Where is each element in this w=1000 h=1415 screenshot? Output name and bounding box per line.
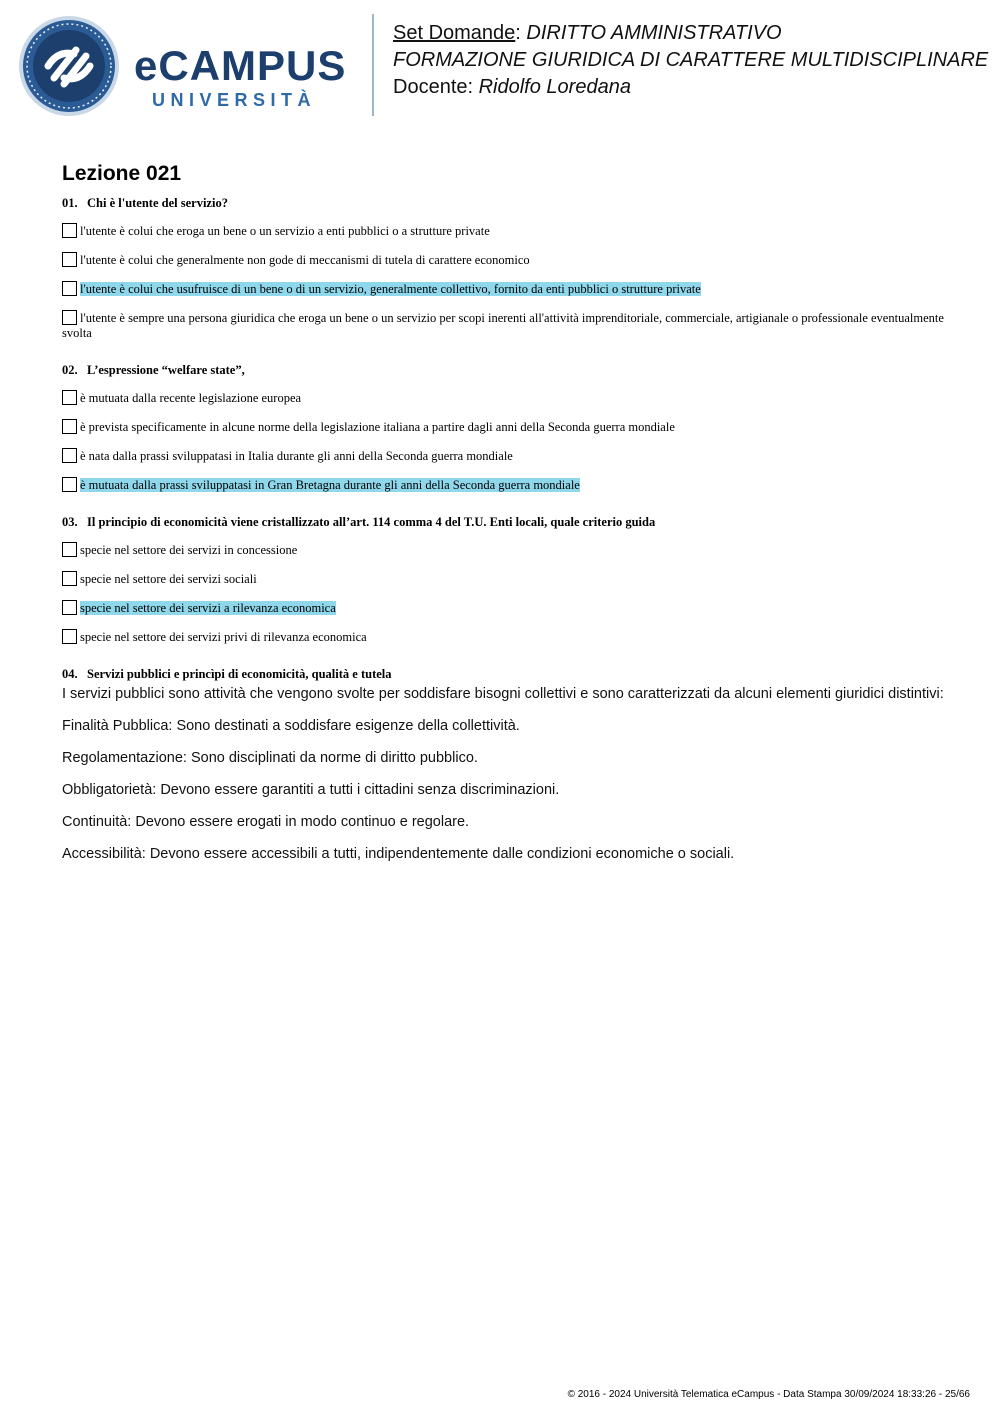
answer-text: è mutuata dalla recente legislazione europea: [80, 391, 302, 405]
answer-text-highlighted: l'utente è colui che usufruisce di un bene o di un servizio, generalmente collettivo, fornito da enti pubblici o strutture private: [80, 282, 701, 296]
answer-checkbox[interactable]: [62, 477, 77, 492]
answer-option: [62, 448, 962, 464]
answer-checkbox[interactable]: [62, 571, 77, 586]
answer-checkbox[interactable]: [62, 310, 77, 325]
answer-text: specie nel settore dei servizi privi di rilevanza economica: [80, 630, 367, 644]
header-info: [393, 20, 988, 101]
question-text: L’espressione “welfare state”,: [87, 363, 245, 377]
answer-paragraph: I servizi pubblici sono attività che vengono svolte per soddisfare bisogni collettivi e sono caratterizzati da alcuni elementi giuridici distintivi:: [62, 686, 944, 702]
answer-checkbox[interactable]: [62, 448, 77, 463]
answer-option: [62, 419, 962, 435]
answer-text-highlighted: è mutuata dalla prassi sviluppatasi in Gran Bretagna durante gli anni della Seconda guerra mondiale: [80, 478, 580, 492]
question-number: 04.: [62, 667, 78, 681]
answer-text: l'utente è colui che eroga un bene o un servizio a enti pubblici o a strutture private: [80, 224, 490, 238]
lesson-title: Lezione 021: [62, 162, 182, 185]
logo-sub-text: UNIVERSITÀ: [152, 90, 317, 110]
teacher-name: Ridolfo Loredana: [478, 76, 631, 98]
answer-option: [62, 629, 962, 645]
question-text: Il principio di economicità viene cristallizzato all’art. 114 comma 4 del T.U. Enti locali, quale criterio guida: [87, 515, 656, 529]
question-03: [62, 515, 962, 645]
answer-text: l'utente è sempre una persona giuridica che eroga un bene o un servizio per scopi inerenti all'attività imprenditoriale, commerciale, artigianale o professionale eventualmente svolta: [62, 311, 944, 340]
answer-text: è prevista specificamente in alcune norme della legislazione italiana a partire dagli anni della Seconda guerra mondiale: [80, 420, 675, 434]
question-title: [62, 196, 962, 211]
question-number: 02.: [62, 363, 78, 377]
teacher-label: Docente:: [393, 76, 479, 98]
answer-text-highlighted: specie nel settore dei servizi a rilevanza economica: [80, 601, 336, 615]
answer-paragraph: Obbligatorietà: Devono essere garantiti a tutti i cittadini senza discriminazioni.: [62, 782, 560, 798]
logo-brand-text: eCAMPUS: [134, 42, 347, 89]
question-text: Chi è l'utente del servizio?: [87, 196, 228, 210]
answer-option-highlighted: [62, 281, 962, 297]
answer-text: è nata dalla prassi sviluppatasi in Italia durante gli anni della Seconda guerra mondiale: [80, 449, 513, 463]
answer-option: [62, 542, 962, 558]
answer-text: specie nel settore dei servizi sociali: [80, 572, 257, 586]
course-name: FORMAZIONE GIURIDICA DI CARATTERE MULTIDISCIPLINARE: [393, 49, 989, 71]
subject-name: DIRITTO AMMINISTRATIVO: [526, 22, 782, 44]
question-04: [62, 667, 962, 863]
question-02: [62, 363, 962, 493]
question-number: 01.: [62, 196, 78, 210]
answer-paragraph: Accessibilità: Devono essere accessibili a tutti, indipendentemente dalle condizioni economiche o sociali.: [62, 846, 735, 862]
answer-paragraph: Finalità Pubblica: Sono destinati a soddisfare esigenze della collettività.: [62, 718, 520, 734]
answer-checkbox[interactable]: [62, 419, 77, 434]
answer-checkbox[interactable]: [62, 600, 77, 615]
answer-option: [62, 252, 962, 268]
answer-option: [62, 310, 962, 341]
header-line-course: [393, 47, 988, 74]
answer-checkbox[interactable]: [62, 252, 77, 267]
answer-checkbox[interactable]: [62, 629, 77, 644]
header-line-teacher: [393, 74, 988, 101]
question-01: [62, 196, 962, 341]
ecampus-logo: [14, 14, 359, 118]
answer-text: l'utente è colui che generalmente non gode di meccanismi di tutela di carattere economico: [80, 253, 530, 267]
question-title: [62, 363, 962, 378]
question-title: [62, 667, 962, 682]
answer-option: [62, 390, 962, 406]
page-header: [0, 0, 1000, 130]
set-label: Set Domande: [393, 22, 516, 44]
answer-checkbox[interactable]: [62, 281, 77, 296]
page-footer: © 2016 - 2024 Università Telematica eCampus - Data Stampa 30/09/2024 18:33:26 - 25/66: [567, 1389, 970, 1400]
answer-option-highlighted: [62, 600, 962, 616]
header-divider: [372, 14, 374, 116]
answer-checkbox[interactable]: [62, 542, 77, 557]
answer-paragraph: Continuità: Devono essere erogati in modo continuo e regolare.: [62, 814, 470, 830]
question-title: [62, 515, 962, 530]
answer-option: [62, 223, 962, 239]
answer-option: [62, 571, 962, 587]
question-number: 03.: [62, 515, 78, 529]
answer-checkbox[interactable]: [62, 223, 77, 238]
header-line-set: Set Domande: DIRITTO AMMINISTRATIVO: [393, 22, 782, 44]
question-text: Servizi pubblici e princìpi di economicità, qualità e tutela: [87, 667, 392, 681]
answer-text: specie nel settore dei servizi in concessione: [80, 543, 298, 557]
answer-checkbox[interactable]: [62, 390, 77, 405]
answer-paragraph: Regolamentazione: Sono disciplinati da norme di diritto pubblico.: [62, 750, 478, 766]
answer-option-highlighted: [62, 477, 962, 493]
main-content: [62, 160, 962, 885]
